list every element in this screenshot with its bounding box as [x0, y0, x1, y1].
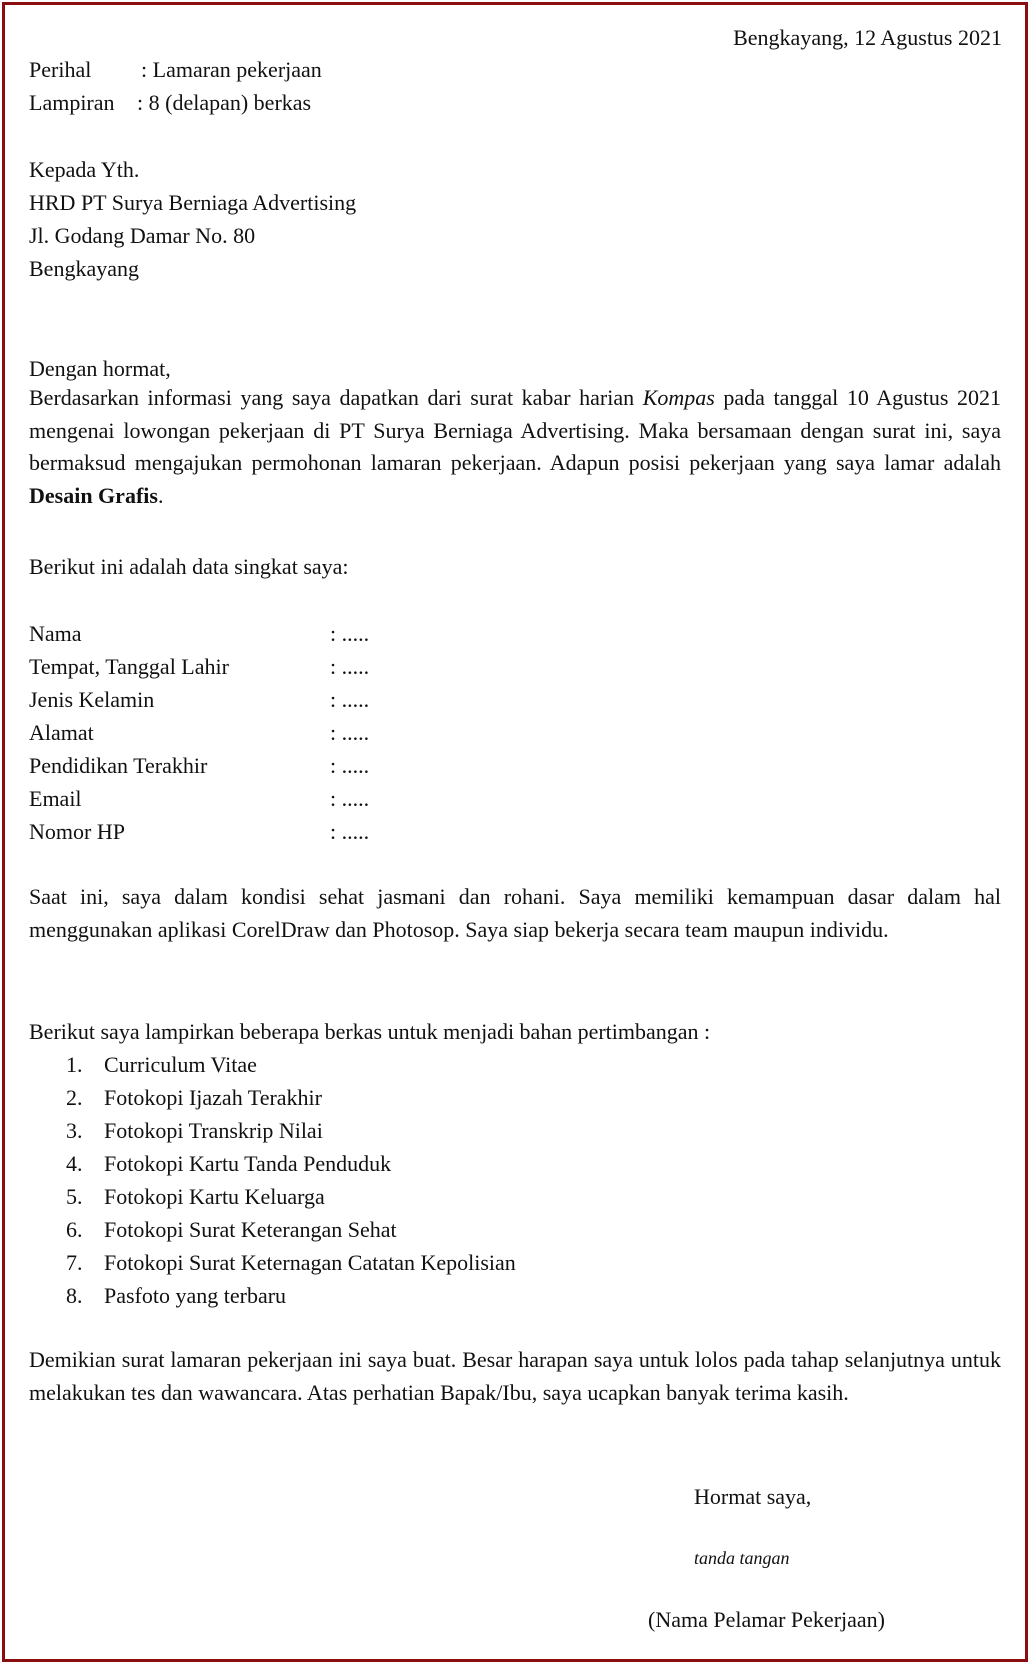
list-item-number: 4.	[66, 1151, 83, 1176]
field-value-email: : .....	[330, 786, 370, 811]
attachment-value: 8 (delapan) berkas	[148, 90, 312, 115]
field-value-education: : .....	[330, 753, 370, 778]
list-item: Fotokopi Kartu Tanda Penduduk	[104, 1151, 392, 1176]
list-item: Fotokopi Surat Keternagan Catatan Kepolisian	[104, 1250, 516, 1275]
field-label-phone: Nomor HP	[29, 819, 125, 844]
applied-position: Desain Grafis	[29, 482, 158, 508]
field-label-email: Email	[29, 786, 82, 811]
signature-placeholder: tanda tangan	[694, 1548, 790, 1568]
intro-text: pada tanggal 10 Agustus 2021 mengenai lowongan pekerjaan di PT Surya Berniaga Advertising. Maka bersamaan dengan surat ini, saya bermaksud mengajukan permohonan lamaran pekerjaan. Adapun posisi pekerjaan yang saya lamar adalah	[29, 385, 1001, 475]
salutation: Dengan hormat,	[29, 356, 171, 381]
data-intro: Berikut ini adalah data singkat saya:	[29, 554, 349, 579]
recipient-line: HRD PT Surya Berniaga Advertising	[29, 190, 357, 215]
field-label-gender: Jenis Kelamin	[29, 687, 155, 712]
attachment-label: Lampiran	[29, 90, 115, 115]
subject-line	[141, 59, 322, 81]
place-date: Bengkayang, 12 Agustus 2021	[733, 25, 1002, 50]
field-value-nama: : .....	[330, 621, 370, 646]
subject-value: Lamaran pekerjaan	[152, 57, 322, 82]
recipient-line: Jl. Godang Damar No. 80	[29, 223, 256, 248]
list-item: Fotokopi Kartu Keluarga	[104, 1184, 325, 1209]
list-item-number: 2.	[66, 1085, 83, 1110]
field-value-phone: : .....	[330, 819, 370, 844]
intro-text: Berdasarkan informasi yang saya dapatkan dari surat kabar harian	[29, 385, 643, 410]
recipient-line: Kepada Yth.	[29, 157, 140, 182]
page-border	[2, 2, 1028, 1662]
field-value-address: : .....	[330, 720, 370, 745]
field-value-gender: : .....	[330, 687, 370, 712]
list-item-number: 6.	[66, 1217, 83, 1242]
field-label-education: Pendidikan Terakhir	[29, 753, 208, 778]
list-item-number: 8.	[66, 1283, 83, 1308]
list-item-number: 7.	[66, 1250, 83, 1275]
signer-name: (Nama Pelamar Pekerjaan)	[648, 1607, 885, 1632]
intro-text: .	[157, 482, 164, 508]
list-item: Curriculum Vitae	[104, 1052, 257, 1077]
list-item: Fotokopi Ijazah Terakhir	[104, 1085, 322, 1110]
subject-sep: :	[141, 57, 153, 82]
closing-greeting: Hormat saya,	[694, 1484, 812, 1509]
attachments-intro: Berikut saya lampirkan beberapa berkas untuk menjadi bahan pertimbangan :	[29, 1019, 711, 1044]
recipient-line: Bengkayang	[29, 256, 139, 281]
list-item: Fotokopi Transkrip Nilai	[104, 1118, 323, 1143]
skills-paragraph: Saat ini, saya dalam kondisi sehat jasmani dan rohani. Saya memiliki kemampuan dasar dalam hal menggunakan aplikasi CorelDraw dan Photosop. Saya siap bekerja secara team maupun individu.	[29, 884, 1001, 942]
closing-paragraph: Demikian surat lamaran pekerjaan ini saya buat. Besar harapan saya untuk lolos pada tahap selanjutnya untuk melakukan tes dan wawancara. Atas perhatian Bapak/Ibu, saya ucapkan banyak terima kasih.	[29, 1347, 1001, 1405]
attachment-sep: :	[137, 90, 149, 115]
intro-paragraph	[29, 382, 1001, 512]
list-item-number: 1.	[66, 1052, 83, 1077]
field-label-address: Alamat	[29, 720, 94, 745]
subject-label: Perihal	[29, 57, 92, 82]
field-label-ttl: Tempat, Tanggal Lahir	[29, 654, 229, 679]
list-item-number: 5.	[66, 1184, 83, 1209]
attachment-line	[137, 92, 311, 114]
newspaper-name: Kompas	[642, 385, 715, 410]
field-label-nama: Nama	[29, 621, 82, 646]
field-value-ttl: : .....	[330, 654, 370, 679]
list-item-number: 3.	[66, 1118, 83, 1143]
list-item: Pasfoto yang terbaru	[104, 1283, 287, 1308]
list-item: Fotokopi Surat Keterangan Sehat	[104, 1217, 397, 1242]
